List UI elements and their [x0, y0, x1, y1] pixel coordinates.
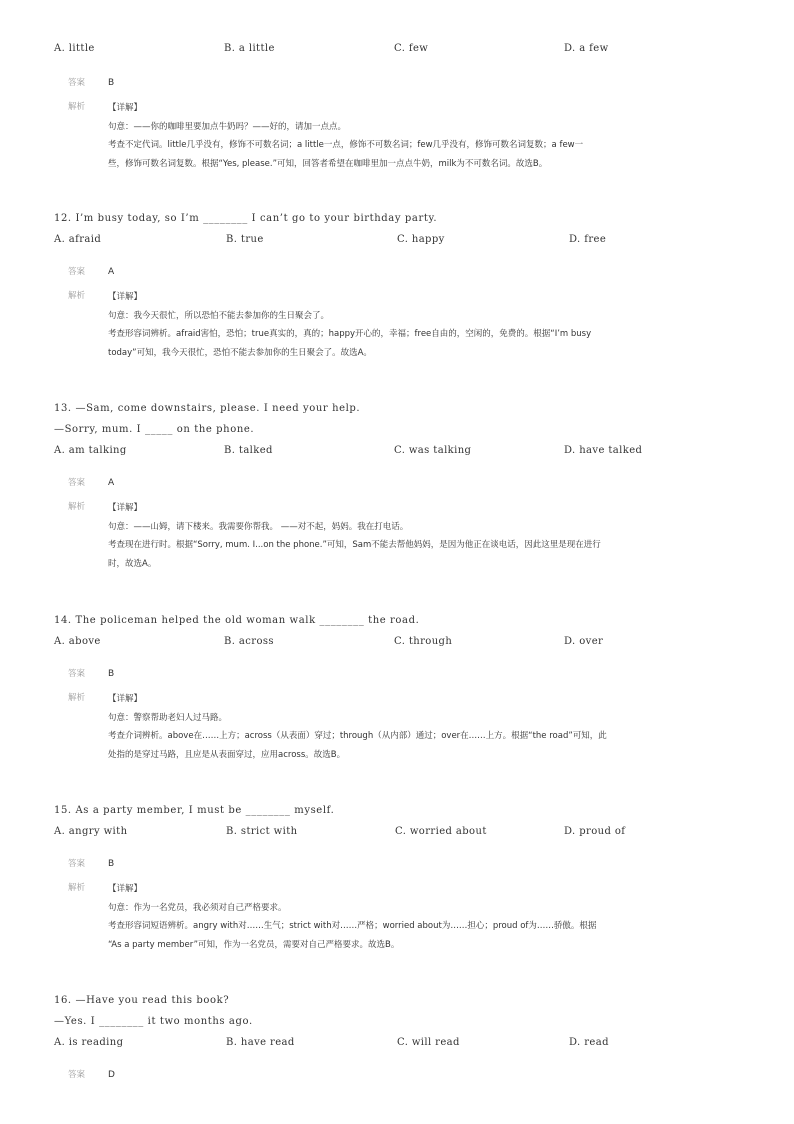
answer-tag: 答案 [68, 478, 86, 488]
detail-header: 【详解】 [108, 103, 143, 113]
question-stem-line: —Yes. I ________ it two months ago. [54, 1016, 253, 1027]
analysis-line: 考查形容词辨析。afraid害怕，恐怕；true真实的，真的；happy开心的，幸福；free自由的，空闲的，免费的。根据“I’m busy [108, 329, 592, 339]
answer-row [54, 1065, 754, 1085]
option-c: C. was talking [394, 445, 472, 456]
analysis-block [54, 288, 754, 362]
option-d: D. proud of [564, 826, 626, 837]
option-d: D. a few [564, 43, 609, 54]
question-14 [54, 610, 754, 764]
answer-row [54, 262, 754, 282]
options-row [54, 1032, 754, 1053]
option-b: B. strict with [226, 826, 298, 837]
question-stem: 14. The policeman helped the old woman walk ________ the road. [54, 615, 420, 626]
option-c: C. worried about [395, 826, 487, 837]
option-c: C. happy [397, 234, 445, 245]
analysis-tag: 解析 [68, 291, 86, 301]
answer-tag: 答案 [68, 78, 86, 88]
question-15 [54, 800, 754, 954]
analysis-line: “As a party member”可知，作为一名党员，需要对自己严格要求。故选B。 [108, 939, 400, 950]
option-d: D. free [569, 234, 607, 245]
option-a: A. little [54, 43, 95, 54]
option-a: A. angry with [54, 826, 128, 837]
analysis-block [54, 690, 754, 764]
answer-tag: 答案 [68, 859, 86, 869]
options-row [54, 229, 754, 250]
options-row [54, 821, 754, 842]
question-11 [54, 38, 754, 173]
answer-value: B [108, 78, 115, 88]
option-a: A. is reading [54, 1037, 124, 1048]
option-c: C. few [394, 43, 429, 54]
options-row [54, 631, 754, 652]
detail-header: 【详解】 [108, 884, 143, 894]
analysis-line: 句意：我今天很忙，所以恐怕不能去参加你的生日聚会了。 [108, 310, 330, 321]
answer-row [54, 854, 754, 874]
question-12 [54, 208, 754, 362]
option-d: D. over [564, 636, 604, 647]
question-stem-line: 13. —Sam, come downstairs, please. I need your help. [54, 403, 361, 414]
analysis-block [54, 99, 754, 173]
option-a: A. afraid [54, 234, 102, 245]
answer-row [54, 473, 754, 493]
answer-tag: 答案 [68, 669, 86, 679]
answer-tag: 答案 [68, 267, 86, 277]
detail-header: 【详解】 [108, 694, 143, 704]
question-16 [54, 990, 754, 1085]
option-c: C. will read [397, 1037, 460, 1048]
answer-row [54, 664, 754, 684]
answer-value: A [108, 478, 115, 488]
option-d: D. read [569, 1037, 609, 1048]
option-b: B. across [224, 636, 274, 647]
option-b: B. a little [224, 43, 275, 54]
question-13 [54, 398, 754, 573]
options-row [54, 38, 754, 59]
analysis-block [54, 499, 754, 573]
analysis-tag: 解析 [68, 502, 86, 512]
option-a: A. above [54, 636, 101, 647]
analysis-block [54, 880, 754, 954]
analysis-tag: 解析 [68, 883, 86, 893]
option-b: B. have read [226, 1037, 295, 1048]
question-stem: 15. As a party member, I must be ________ myself. [54, 805, 335, 816]
option-a: A. am talking [54, 445, 127, 456]
detail-header: 【详解】 [108, 503, 143, 513]
options-row [54, 440, 754, 461]
option-b: B. true [226, 234, 264, 245]
question-stem: 12. I’m busy today, so I’m ________ I can’t go to your birthday party. [54, 213, 438, 224]
option-c: C. through [394, 636, 453, 647]
analysis-line: 句意：作为一名党员，我必须对自己严格要求。 [108, 902, 287, 913]
analysis-line: 考查不定代词。little几乎没有，修饰不可数名词；a little一点，修饰不可数名词；few几乎没有，修饰可数名词复数；a few一 [108, 140, 584, 150]
analysis-line: today”可知，我今天很忙，恐怕不能去参加你的生日聚会了。故选A。 [108, 347, 372, 358]
analysis-line: 考查现在进行时。根据“Sorry, mum. I...on the phone.”可知，Sam不能去帮他妈妈，是因为他正在谈电话，因此这里是现在进行 [108, 540, 601, 550]
analysis-line: 时，故选A。 [108, 558, 157, 569]
analysis-line: 考查介词辨析。above在……上方；across（从表面）穿过；through（从内部）通过；over在……上方。根据“the road”可知，此 [108, 731, 607, 741]
analysis-line: 些，修饰可数名词复数。根据“Yes, please.”可知，回答者希望在咖啡里加一点点牛奶，milk为不可数名词。故选B。 [108, 158, 548, 169]
question-stem-line: —Sorry, mum. I _____ on the phone. [54, 424, 255, 435]
answer-value: D [108, 1070, 115, 1080]
option-b: B. talked [224, 445, 273, 456]
option-d: D. have talked [564, 445, 643, 456]
answer-value: B [108, 669, 115, 679]
question-stem-line: 16. —Have you read this book? [54, 995, 230, 1006]
detail-header: 【详解】 [108, 292, 143, 302]
analysis-line: 句意：——你的咖啡里要加点牛奶吗？——好的，请加一点点。 [108, 121, 347, 132]
answer-row [54, 73, 754, 93]
analysis-line: 句意：——山姆，请下楼来。我需要你帮我。 ——对不起，妈妈。我在打电话。 [108, 521, 409, 532]
answer-value: A [108, 267, 115, 277]
analysis-line: 考查形容词短语辨析。angry with对……生气；strict with对……严格；worried about为……担心；proud of为……骄傲。根据 [108, 921, 597, 931]
analysis-line: 句意：警察帮助老妇人过马路。 [108, 712, 228, 723]
answer-tag: 答案 [68, 1070, 86, 1080]
analysis-tag: 解析 [68, 102, 86, 112]
answer-value: B [108, 859, 115, 869]
analysis-line: 处指的是穿过马路，且应是从表面穿过，应用across。故选B。 [108, 749, 346, 760]
analysis-tag: 解析 [68, 693, 86, 703]
